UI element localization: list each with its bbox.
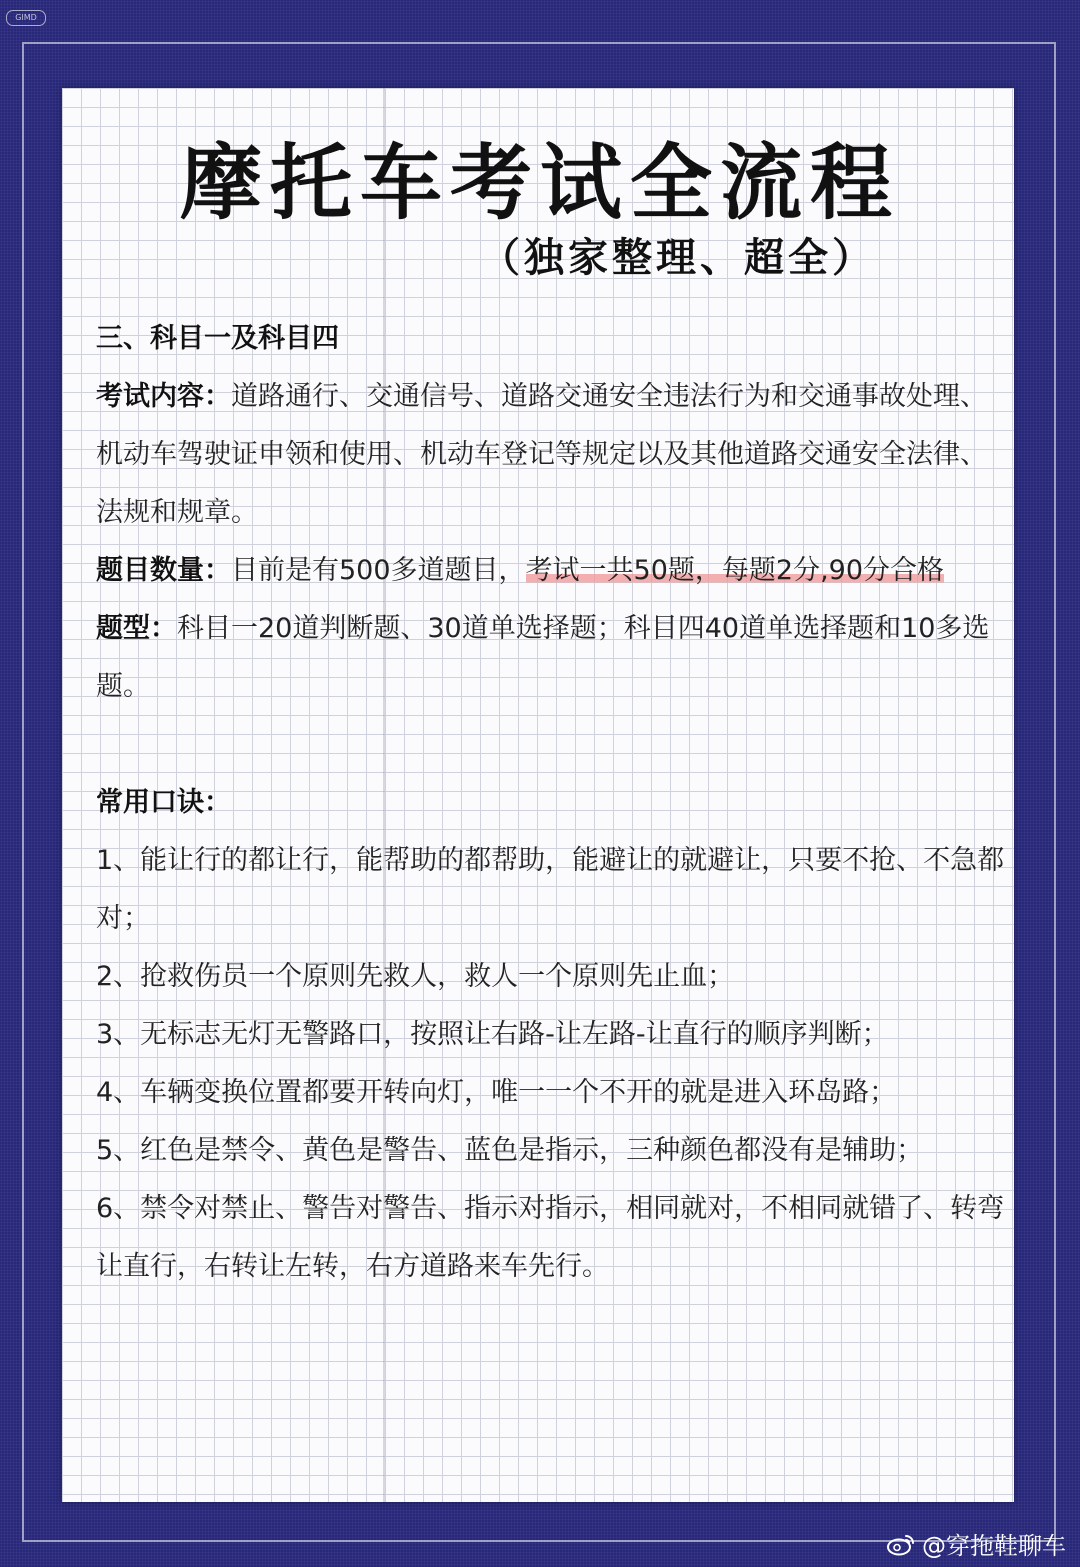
tips-heading: 常用口诀： xyxy=(96,787,231,818)
tip-item: 4、车辆变换位置都要开转向灯，唯一一个不开的就是进入环岛路； xyxy=(96,1077,897,1108)
exam-content-text: 道路通行、交通信号、道路交通安全违法行为和交通事故处理、机动车驾驶证申领和使用、机动车登记等规定以及其他道路交通安全法律、法规和规章。 xyxy=(96,381,987,528)
question-count-paragraph xyxy=(96,542,1006,600)
page-subtitle: （独家整理、超全） xyxy=(480,235,876,281)
tip-item: 5、红色是禁令、黄色是警告、蓝色是指示，三种颜色都没有是辅助； xyxy=(96,1135,924,1166)
main-content xyxy=(96,310,1006,1296)
tip-item: 3、无标志无灯无警路口，按照让右路-让左路-让直行的顺序判断； xyxy=(96,1019,889,1050)
corner-logo: GIMD xyxy=(6,10,46,26)
tip-item: 2、抢救伤员一个原则先救人，救人一个原则先止血； xyxy=(96,961,735,992)
weibo-icon xyxy=(886,1532,916,1556)
question-types-text: 科目一20道判断题、30道单选择题；科目四40道单选择题和10多选题。 xyxy=(96,613,990,702)
section-heading: 三、科目一及科目四 xyxy=(96,323,339,354)
tip-item: 1、能让行的都让行，能帮助的都帮助，能避让的就避让，只要不抢、不急都对； xyxy=(96,845,1005,934)
exam-content-paragraph xyxy=(96,368,1006,542)
spacer xyxy=(96,716,1006,774)
page-title: 摩托车考试全流程 xyxy=(179,136,900,231)
question-types-label: 题型： xyxy=(96,613,177,644)
watermark xyxy=(886,1526,1066,1561)
question-count-highlight: 考试一共50题，每题2分,90分合格 xyxy=(525,555,945,586)
tip-item: 6、禁令对禁止、警告对警告、指示对指示，相同就对，不相同就错了、转弯让直行，右转让左转，右方道路来车先行。 xyxy=(96,1193,1005,1282)
question-count-text: 目前是有500多道题目， xyxy=(231,555,526,586)
question-count-label: 题目数量： xyxy=(96,555,231,586)
exam-content-label: 考试内容： xyxy=(96,381,231,412)
question-types-paragraph xyxy=(96,600,1006,716)
watermark-text: @穿拖鞋聊车 xyxy=(922,1532,1066,1560)
